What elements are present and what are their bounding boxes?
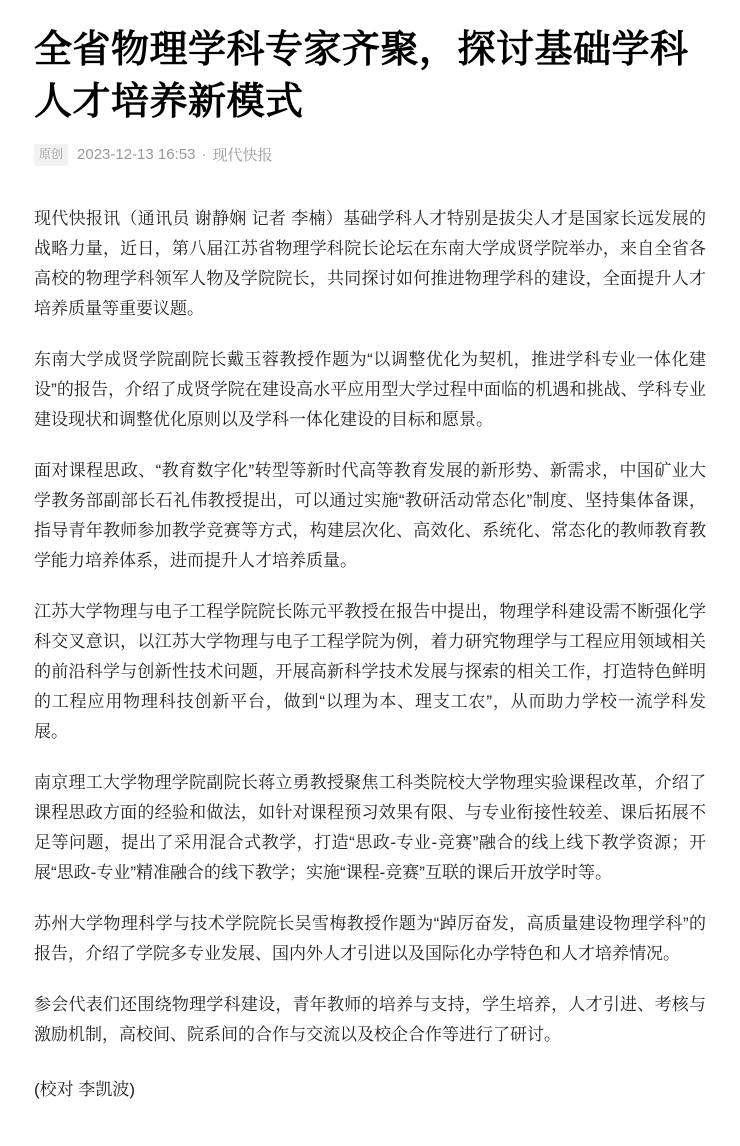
paragraph: 参会代表们还围绕物理学科建设，青年教师的培养与支持，学生培养，人才引进、考核与激励机制，高校间、院系间的合作与交流以及校企合作等进行了研讨。 [34,994,706,1044]
paragraph: 东南大学成贤学院副院长戴玉蓉教授作题为“以调整优化为契机，推进学科专业一体化建设”的报告，介绍了成贤学院在建设高水平应用型大学过程中面临的机遇和挑战、学科专业建设现状和调整优化原则以及学科一体化建设的目标和愿景。 [34,349,706,429]
paragraph: 苏州大学物理科学与技术学院院长吴雪梅教授作题为“踔厉奋发，高质量建设物理学科”的报告，介绍了学院多专业发展、国内外人才引进以及国际化办学特色和人才培养情况。 [34,913,706,963]
article-meta [34,144,706,166]
article-title: 全省物理学科专家齐聚，探讨基础学科人才培养新模式 [34,29,689,123]
paragraph: 江苏大学物理与电子工程学院院长陈元平教授在报告中提出，物理学科建设需不断强化学科交叉意识，以江苏大学物理与电子工程学院为例，着力研究物理学与工程应用领域相关的前沿科学与创新性技术问题，开展高新科学技术发展与探索的相关工作，打造特色鲜明的工程应用物理科技创新平台，做到“以理为本、理支工农”，从而助力学校一流学科发展。 [34,601,706,741]
publish-timestamp: 2023-12-13 16:53 [77,146,196,164]
paragraph: 南京理工大学物理学院副院长蒋立勇教授聚焦工科类院校大学物理实验课程改革，介绍了课程思政方面的经验和做法，如针对课程预习效果有限、与专业衔接性较差、课后拓展不足等问题，提出了采用混合式教学，打造“思政-专业-竞赛”融合的线上线下教学资源；开展“思政-专业”精准融合的线下教学；实施“课程-竞赛”互联的课后开放学时等。 [34,772,706,882]
source-name: 现代快报 [212,147,273,165]
article-body [34,204,706,1105]
original-badge: 原创 [34,144,68,166]
meta-separator: · [201,146,207,164]
meta-text [77,144,272,165]
paragraph: 面对课程思政、“教育数字化”转型等新时代高等教育发展的新形势、新需求，中国矿业大学教务部副部长石礼伟教授提出，可以通过实施“教研活动常态化”制度、坚持集体备课，指导青年教师参加教学竞赛等方式，构建层次化、高效化、系统化、常态化的教师教育教学能力培养体系，进而提升人才培养质量。 [34,460,706,570]
paragraph: 现代快报讯（通讯员 谢静娴 记者 李楠）基础学科人才特别是拔尖人才是国家长远发展的战略力量，近日，第八届江苏省物理学科院长论坛在东南大学成贤学院举办，来自全省各高校的物理学科领军人物及学院院长，共同探讨如何推进物理学科的建设，全面提升人才培养质量等重要议题。 [34,208,706,318]
proofreader-line: (校对 李凯波) [34,1079,136,1099]
